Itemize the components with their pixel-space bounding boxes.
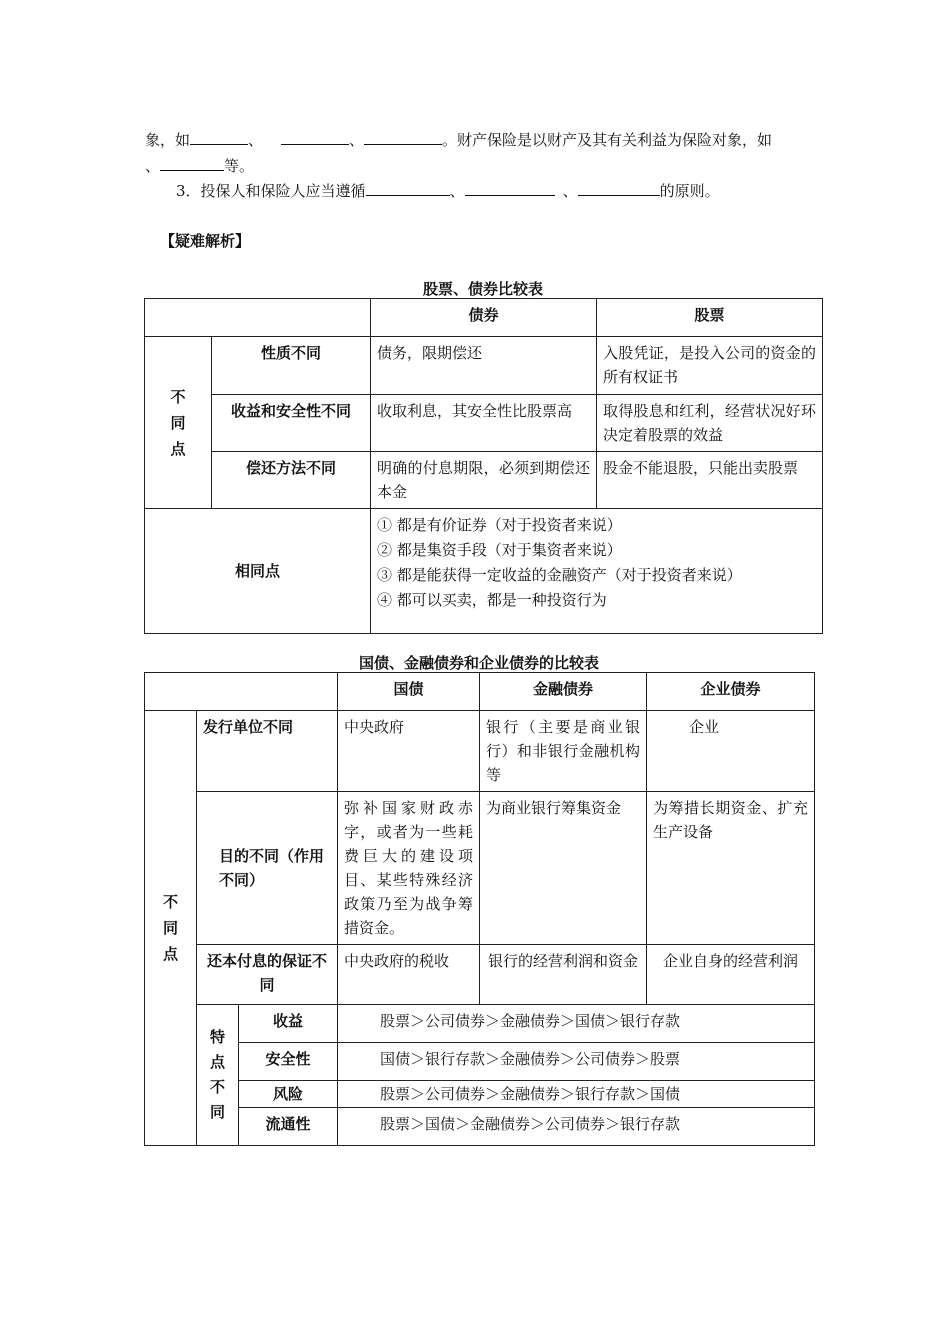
fin-cell: 银行（主要是商业银行）和非银行金融机构等 xyxy=(480,711,647,792)
answer-blank[interactable] xyxy=(281,128,349,145)
intro-text: 等。 xyxy=(224,157,255,175)
feature-value: 国债＞银行存款＞金融债券＞公司债券＞股票 xyxy=(338,1043,815,1081)
table1-caption: 股票、债券比较表 xyxy=(422,280,543,298)
header-stock: 股票 xyxy=(597,299,823,337)
same-list xyxy=(371,509,823,634)
stock-cell: 入股凭证，是投入公司的资金的所有权证书 xyxy=(597,337,823,395)
feature-value: 股票＞国债＞金融债券＞公司债券＞银行存款 xyxy=(338,1108,815,1146)
feature-value: 股票＞公司债券＞金融债券＞国债＞银行存款 xyxy=(338,1005,815,1043)
answer-blank[interactable] xyxy=(578,179,660,196)
bond-cell: 明确的付息期限，必须到期偿还本金 xyxy=(371,452,597,509)
gov-cell: 中央政府 xyxy=(338,711,480,792)
same-item: ③ 都是能获得一定收益的金融资产（对于投资者来说） xyxy=(377,566,742,584)
bond-types-table xyxy=(144,672,815,1146)
feature-name: 流通性 xyxy=(239,1108,338,1146)
intro-text: 象，如 xyxy=(145,131,191,149)
header-corp-bond: 企业债券 xyxy=(647,673,815,711)
same-item: ④ 都可以买卖，都是一种投资行为 xyxy=(377,591,607,609)
stock-cell: 取得股息和红利，经营状况好环决定着股票的效益 xyxy=(597,395,823,452)
answer-blank[interactable] xyxy=(366,179,450,196)
intro-line-1 xyxy=(145,128,772,150)
stock-bond-table xyxy=(144,298,823,634)
intro-text: 3．投保人和保险人应当遵循 xyxy=(176,182,366,200)
answer-blank[interactable] xyxy=(160,154,224,171)
feature-value: 股票＞公司债券＞金融债券＞银行存款＞国债 xyxy=(338,1081,815,1108)
corp-cell: 为筹措长期资金、扩充生产设备 xyxy=(647,792,815,945)
fin-cell: 银行的经营利润和资金 xyxy=(480,945,647,1005)
row-label: 性质不同 xyxy=(212,337,371,395)
answer-blank[interactable] xyxy=(364,128,442,145)
stock-cell: 股金不能退股，只能出卖股票 xyxy=(597,452,823,509)
intro-text: 、 xyxy=(145,157,161,175)
intro-text: 、 xyxy=(248,131,264,149)
gov-cell: 弥补国家财政赤字，或者为一些耗费巨大的建设项目、某些特殊经济政策乃至为战争筹措资金。 xyxy=(338,792,480,945)
header-fin-bond: 金融债券 xyxy=(480,673,647,711)
feature-name: 安全性 xyxy=(239,1043,338,1081)
diff-label: 不同点 xyxy=(145,337,212,509)
row-label: 目的不同（作用不同） xyxy=(197,792,338,945)
section-title: 【疑难解析】 xyxy=(160,232,251,250)
same-item: ① 都是有价证券（对于投资者来说） xyxy=(377,516,622,534)
intro-text: 、 xyxy=(349,131,365,149)
table2-corner xyxy=(145,673,338,711)
intro-text: 的原则。 xyxy=(659,182,720,200)
fin-cell: 为商业银行筹集资金 xyxy=(480,792,647,945)
row-label: 还本付息的保证不同 xyxy=(197,945,338,1005)
table2-caption: 国债、金融债券和企业债券的比较表 xyxy=(358,654,599,672)
header-bond: 债券 xyxy=(371,299,597,337)
row-label: 收益和安全性不同 xyxy=(212,395,371,452)
row-label: 发行单位不同 xyxy=(197,711,338,792)
feature-label: 特点不同 xyxy=(197,1005,239,1146)
intro-text: 。财产保险是以财产及其有关利益为保险对象，如 xyxy=(442,131,773,149)
header-gov-bond: 国债 xyxy=(338,673,480,711)
feature-name: 风险 xyxy=(239,1081,338,1108)
answer-blank[interactable] xyxy=(465,179,555,196)
intro-text: 、 xyxy=(449,182,465,200)
table1-corner xyxy=(145,299,371,337)
corp-cell: 企业自身的经营利润 xyxy=(647,945,815,1005)
row-label: 偿还方法不同 xyxy=(212,452,371,509)
same-item: ② 都是集资手段（对于集资者来说） xyxy=(377,541,622,559)
feature-name: 收益 xyxy=(239,1005,338,1043)
gov-cell: 中央政府的税收 xyxy=(338,945,480,1005)
intro-text: 、 xyxy=(562,182,578,200)
intro-line-2 xyxy=(145,154,254,176)
corp-cell: 企业 xyxy=(647,711,815,792)
diff-label: 不同点 xyxy=(145,711,197,1146)
bond-cell: 收取利息，其安全性比股票高 xyxy=(371,395,597,452)
answer-blank[interactable] xyxy=(190,128,248,145)
intro-line-3 xyxy=(176,179,720,201)
bond-cell: 债务，限期偿还 xyxy=(371,337,597,395)
same-label: 相同点 xyxy=(145,509,371,634)
